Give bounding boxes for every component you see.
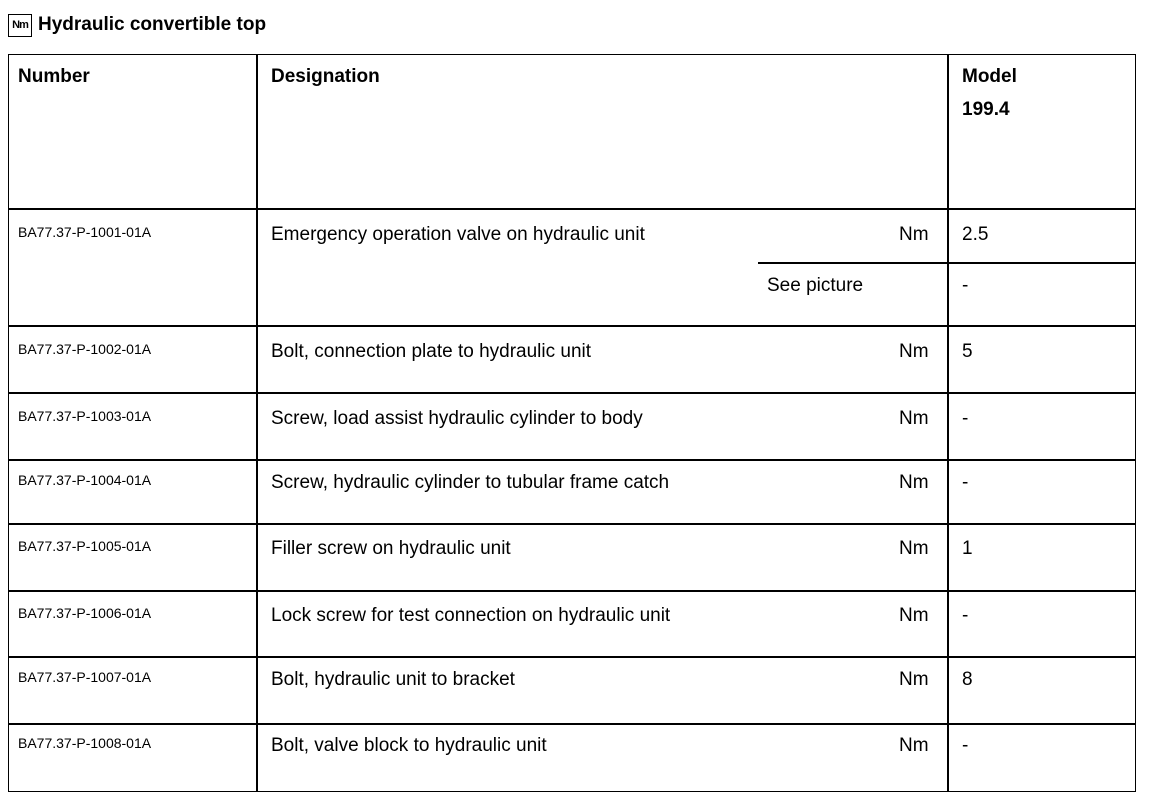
row-unit: Nm	[899, 341, 929, 362]
row-divider	[9, 392, 1135, 394]
row-unit: Nm	[899, 408, 929, 429]
row-unit: Nm	[899, 538, 929, 559]
row-value: -	[962, 605, 969, 626]
row-value: -	[962, 472, 969, 493]
row-unit: Nm	[899, 224, 929, 245]
row-divider	[9, 590, 1135, 592]
row-number[interactable]: BA77.37-P-1005-01A	[18, 538, 152, 554]
row-designation: Lock screw for test connection on hydraulic unit	[271, 605, 671, 626]
row-unit: Nm	[899, 669, 929, 690]
row-number[interactable]: BA77.37-P-1008-01A	[18, 735, 152, 751]
row-number[interactable]: BA77.37-P-1001-01A	[18, 224, 152, 240]
row-designation: Bolt, hydraulic unit to bracket	[271, 669, 515, 690]
row-value: 1	[962, 538, 973, 559]
row-unit: Nm	[899, 605, 929, 626]
row-number[interactable]: BA77.37-P-1002-01A	[18, 341, 152, 357]
column-header-designation: Designation	[271, 66, 380, 87]
see-picture-link[interactable]: See picture	[767, 275, 864, 296]
row-value: -	[962, 408, 969, 429]
row-designation: Bolt, valve block to hydraulic unit	[271, 735, 547, 756]
torque-nm-icon: Nm	[8, 14, 32, 37]
column-header-model: Model	[962, 66, 1017, 87]
row-divider	[9, 723, 1135, 725]
row-sub-value: -	[962, 275, 969, 296]
row-divider	[9, 325, 1135, 327]
row-designation: Emergency operation valve on hydraulic unit	[271, 224, 645, 245]
row-designation: Screw, hydraulic cylinder to tubular frame catch	[271, 472, 670, 493]
row-number[interactable]: BA77.37-P-1004-01A	[18, 472, 152, 488]
row-value: 8	[962, 669, 973, 690]
page-header	[8, 10, 266, 40]
row-designation: Screw, load assist hydraulic cylinder to body	[271, 408, 643, 429]
column-header-model-value: 199.4	[962, 99, 1010, 120]
row-number[interactable]: BA77.37-P-1007-01A	[18, 669, 152, 685]
row-number[interactable]: BA77.37-P-1003-01A	[18, 408, 152, 424]
row-divider	[9, 459, 1135, 461]
row-value: 2.5	[962, 224, 989, 245]
row-designation: Filler screw on hydraulic unit	[271, 538, 511, 559]
page-title: Hydraulic convertible top	[38, 14, 267, 35]
sub-row-divider	[758, 262, 1135, 264]
row-divider	[9, 208, 1135, 210]
row-value: -	[962, 735, 969, 756]
row-designation: Bolt, connection plate to hydraulic unit	[271, 341, 592, 362]
column-divider	[256, 55, 258, 791]
row-unit: Nm	[899, 735, 929, 756]
row-value: 5	[962, 341, 973, 362]
row-unit: Nm	[899, 472, 929, 493]
row-number[interactable]: BA77.37-P-1006-01A	[18, 605, 152, 621]
row-divider	[9, 523, 1135, 525]
column-divider	[947, 55, 949, 791]
row-divider	[9, 656, 1135, 658]
column-header-number: Number	[18, 66, 90, 87]
torque-table	[8, 54, 1136, 792]
